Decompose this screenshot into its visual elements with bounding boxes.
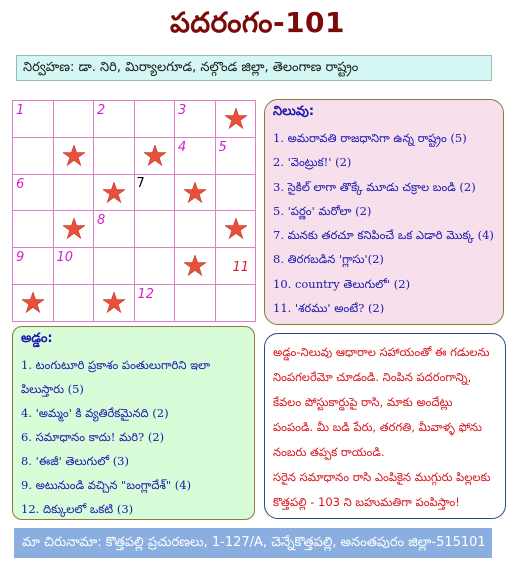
vertical-clues-panel <box>264 99 504 325</box>
cell-number: 9 <box>16 250 25 266</box>
horizontal-clue: పిలుస్తారు (5) <box>21 382 84 396</box>
vertical-clue: 10. country తెలుగులో' (2) <box>273 276 411 291</box>
grid-cell-blocked <box>13 285 54 322</box>
grid-cell[interactable] <box>134 101 175 138</box>
grid-cell[interactable] <box>134 285 175 322</box>
star-icon <box>63 218 85 239</box>
cell-number: 3 <box>178 103 187 118</box>
grid-cell[interactable] <box>215 174 256 211</box>
grid-cell[interactable] <box>53 248 94 285</box>
cell-number: 7 <box>136 175 145 191</box>
grid-cell[interactable] <box>13 174 54 211</box>
grid-row <box>13 285 256 322</box>
puzzle-title: పదరంగం-101 <box>169 6 346 39</box>
star-icon <box>63 145 85 166</box>
grid-row <box>13 174 256 211</box>
cell-number: 2 <box>97 103 106 118</box>
grid-cell[interactable] <box>53 101 94 138</box>
instruction-line: పంపండి. మీ బడి పేరు, తరగతి, మీవాళ్ళ ఫోను <box>273 420 482 434</box>
vertical-clue: 1. అమరావతి రాజధానిగా ఉన్న రాష్ట్రం (5) <box>273 131 467 145</box>
grid-cell[interactable] <box>94 248 135 285</box>
grid-cell[interactable] <box>13 137 54 174</box>
cell-number: 5 <box>218 139 227 155</box>
instruction-line: కొత్తపల్లి - 103 ని బహుమతిగా పంపిస్తాం! <box>273 495 460 509</box>
grid-cell[interactable] <box>215 285 256 322</box>
cell-number: 6 <box>16 176 25 192</box>
horizontal-clue: 9. అటునుండి వచ్చిన "బంగ్లాదేశ్" (4) <box>21 478 192 492</box>
grid-cell[interactable] <box>53 174 94 211</box>
grid-cell-blocked <box>175 174 216 211</box>
horizontal-clue: 6. సమాధానం కాదు! మరి? (2) <box>21 430 165 444</box>
grid-cell-blocked <box>53 137 94 174</box>
vertical-clue: 2. 'వెంట్రుక!' (2) <box>273 155 352 170</box>
star-icon <box>225 218 247 239</box>
instruction-line: అడ్డం-నిలువు ఆధారాల సహాయంతో ఈ గడులను <box>273 345 490 359</box>
grid-row <box>13 248 256 285</box>
grid-cell-blocked <box>215 211 256 248</box>
grid-cell-blocked <box>175 248 216 285</box>
grid-cell[interactable] <box>94 211 135 248</box>
grid-cell[interactable] <box>134 248 175 285</box>
vertical-clues-heading: నిలువు: <box>273 104 315 119</box>
star-icon <box>184 182 206 203</box>
star-icon <box>184 255 206 276</box>
horizontal-clue: 8. 'ఈజీ' తెలుగులో (3) <box>21 454 129 468</box>
grid-cell[interactable] <box>134 211 175 248</box>
crossword-grid <box>12 100 256 322</box>
star-icon <box>144 145 166 166</box>
vertical-clue: 8. తిరగబడిన 'గ్లాసు'(2) <box>273 252 384 267</box>
cell-number: 12 <box>137 287 155 303</box>
grid-cell[interactable] <box>215 248 256 285</box>
star-icon <box>103 292 125 313</box>
cell-number: 1 <box>16 103 25 118</box>
star-icon <box>103 182 125 203</box>
vertical-clue: 7. మనకు తరచూ కనిపించే ఒక ఎడారి మొక్క (4) <box>273 228 494 243</box>
horizontal-clue: 4. 'అమ్మం' కి వ్యతిరేకమైనది (2) <box>21 406 169 420</box>
grid-cell[interactable] <box>13 101 54 138</box>
instructions-box <box>264 333 506 519</box>
address-footer: మా చిరునామా: కొత్తపల్లి ప్రచురణలు, 1-127/A, చెన్నేకొత్తపల్లి, అనంతపురం జిల్లా-515101 <box>14 528 492 558</box>
grid-cell[interactable] <box>13 211 54 248</box>
star-icon <box>22 292 44 313</box>
grid-cell-blocked <box>94 285 135 322</box>
grid-cell[interactable] <box>175 211 216 248</box>
grid-cell[interactable] <box>175 285 216 322</box>
author-banner: నిర్వహణ: డా. నిరి, మిర్యాలగూడ, నల్గొండ జిల్లా, తెలంగాణ రాష్ట్రం <box>16 55 492 81</box>
vertical-clue: 11. 'శరము' అంటే? (2) <box>273 301 385 316</box>
grid-cell[interactable] <box>94 101 135 138</box>
grid-cell[interactable] <box>215 137 256 174</box>
instruction-line: కేవలం పోస్టుకార్డుపై రాసి, మాకు అందేట్లు <box>273 395 453 409</box>
grid-cell[interactable] <box>175 101 216 138</box>
grid-cell-blocked <box>94 174 135 211</box>
horizontal-clues-panel <box>12 326 255 520</box>
vertical-clue: 5. 'పర్ణం' మరోలా (2) <box>273 203 372 218</box>
instruction-line: సరైన సమాధానం రాసి ఎంపికైన ముగ్గురు పిల్లలకు <box>273 470 491 484</box>
grid-cell[interactable] <box>53 285 94 322</box>
instruction-line: నింపగలరేమో చూడండి. నింపిన పదరంగాన్ని, <box>273 370 472 384</box>
star-icon <box>225 108 247 129</box>
grid-cell-blocked <box>215 101 256 138</box>
horizontal-clue: 12. దిక్కులలో ఒకటి (3) <box>21 502 134 516</box>
cell-number: 10 <box>56 250 74 266</box>
horizontal-clues-heading: అడ్డం: <box>21 331 53 346</box>
cell-number: 4 <box>178 139 187 155</box>
grid-cell[interactable] <box>134 174 175 211</box>
cell-number: 8 <box>97 213 106 229</box>
grid-cell-blocked <box>134 137 175 174</box>
instruction-line: నంబరు తప్పక రాయండి. <box>273 445 385 459</box>
grid-row <box>13 211 256 248</box>
grid-cell[interactable] <box>175 137 216 174</box>
cell-number: 11 <box>232 260 249 276</box>
grid-cell[interactable] <box>13 248 54 285</box>
vertical-clue: 3. సైకిల్ లాగా తొక్కే మూడు చక్రాల బండి (2) <box>273 179 476 194</box>
grid-cell-blocked <box>53 211 94 248</box>
horizontal-clue: 1. టంగుటూరి ప్రకాశం పంతులుగారిని ఇలా <box>21 358 211 372</box>
grid-row <box>13 137 256 174</box>
grid-row <box>13 101 256 138</box>
grid-cell[interactable] <box>94 137 135 174</box>
